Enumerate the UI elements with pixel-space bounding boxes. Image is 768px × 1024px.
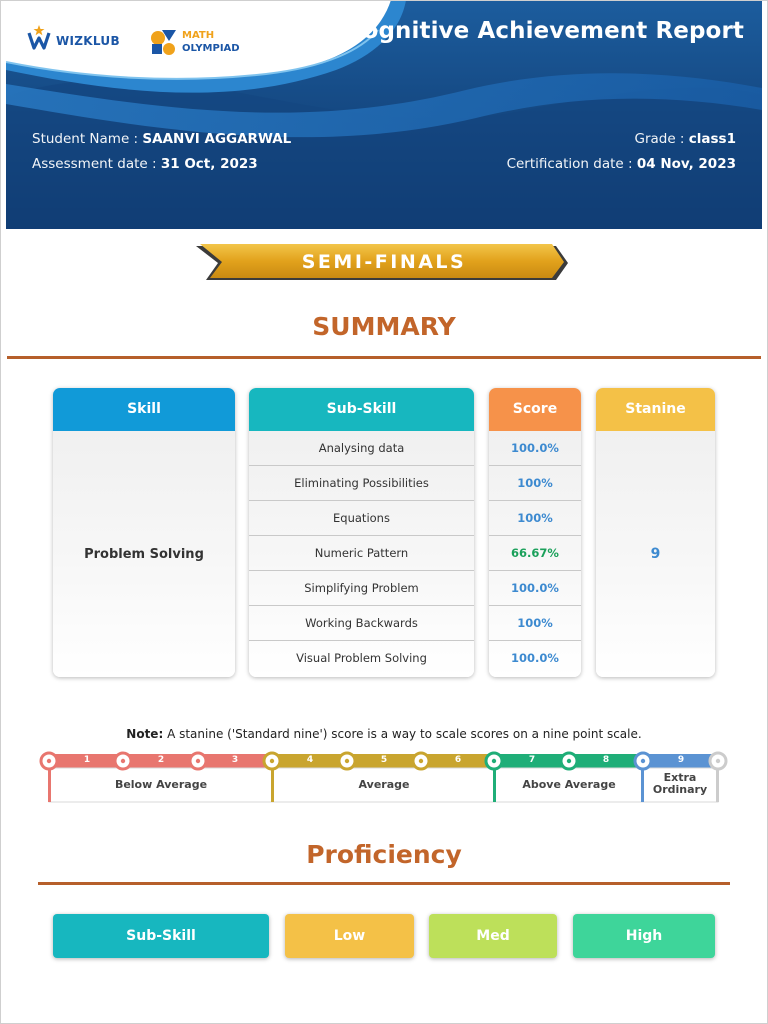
report-title: Cognitive Achievement Report [345,18,744,44]
stanine-number: 1 [83,755,91,765]
math-olympiad-word-math: MATH [182,30,215,41]
scale-marker-dot [121,759,125,763]
stanine-value: 9 [650,546,661,562]
score-cell: 66.67% [489,536,581,571]
grade-value: class1 [688,131,736,147]
stanine-number: 7 [528,755,536,765]
sub-skill-cell: Working Backwards [249,606,474,641]
stanine-number: 4 [306,755,314,765]
extra-ordinary-label [644,772,716,796]
stanine-number: 5 [380,755,388,765]
score-cell: 100% [489,466,581,501]
proficiency-sub-skill-header: Sub-Skill [53,914,269,958]
grade-label: Grade : [634,131,689,147]
stanine-number: 2 [157,755,165,765]
scale-marker-dot [641,759,645,763]
score-cell: 100.0% [511,651,559,665]
stanine-header: Stanine [596,388,715,431]
sub-skill-cell: Eliminating Possibilities [249,466,474,501]
separator [716,768,719,802]
average-label: Average [358,778,410,791]
proficiency-high-header: High [573,914,715,958]
above-average-label: Above Average [522,778,616,791]
scale-marker-dot [567,759,571,763]
proficiency-divider [38,882,730,885]
assessment-date-value: 31 Oct, 2023 [160,156,258,172]
score-cell: 100% [489,606,581,641]
math-olympiad-word-olympiad: OLYMPIAD [182,43,240,54]
below-average-label: Below Average [114,778,208,791]
assessment-date-label: Assessment date : [32,156,161,172]
sub-skill-cell: Simplifying Problem [249,571,474,606]
sub-skill-cell: Analysing data [249,431,474,466]
sub-skill-cell: Visual Problem Solving [296,651,427,665]
summary-title: SUMMARY [312,312,456,341]
proficiency-low-header: Low [285,914,414,958]
scale-marker-dot [47,759,51,763]
scale-marker-dot [270,759,274,763]
skill-value: Problem Solving [84,546,204,562]
extra-ordinary-label-line1: Extra [663,771,697,784]
certification-date-value: 04 Nov, 2023 [636,156,736,172]
stanine-number: 3 [231,755,239,765]
extra-ordinary-label-line2: Ordinary [652,783,708,796]
note-label: Note: [126,727,164,741]
semi-finals-label: SEMI-FINALS [301,251,467,273]
scale-marker-dot [419,759,423,763]
scale-marker-dot [492,759,496,763]
score-cell: 100% [489,501,581,536]
proficiency-med-header: Med [429,914,557,958]
score-header: Score [489,388,581,431]
score-cell: 100.0% [489,431,581,466]
score-cell: 100.0% [489,571,581,606]
stanine-number: 9 [677,755,685,765]
student-name-value: SAANVI AGGARWAL [142,131,292,147]
sub-skill-cell: Numeric Pattern [249,536,474,571]
scale-marker-dot [196,759,200,763]
skill-header: Skill [53,388,235,431]
proficiency-title: Proficiency [306,840,462,869]
student-name-label: Student Name : [32,131,143,147]
stanine-number: 6 [454,755,462,765]
sub-skill-header: Sub-Skill [249,388,474,431]
wizklub-wordmark: WIZKLUB [56,34,120,48]
scale-marker-dot [345,759,349,763]
scale-marker-dot [716,759,720,763]
sub-skill-cell: Equations [249,501,474,536]
certification-date-label: Certification date : [506,156,637,172]
stanine-number: 8 [602,755,610,765]
note-text: A stanine ('Standard nine') score is a way to scale scores on a nine point scale. [163,727,642,741]
